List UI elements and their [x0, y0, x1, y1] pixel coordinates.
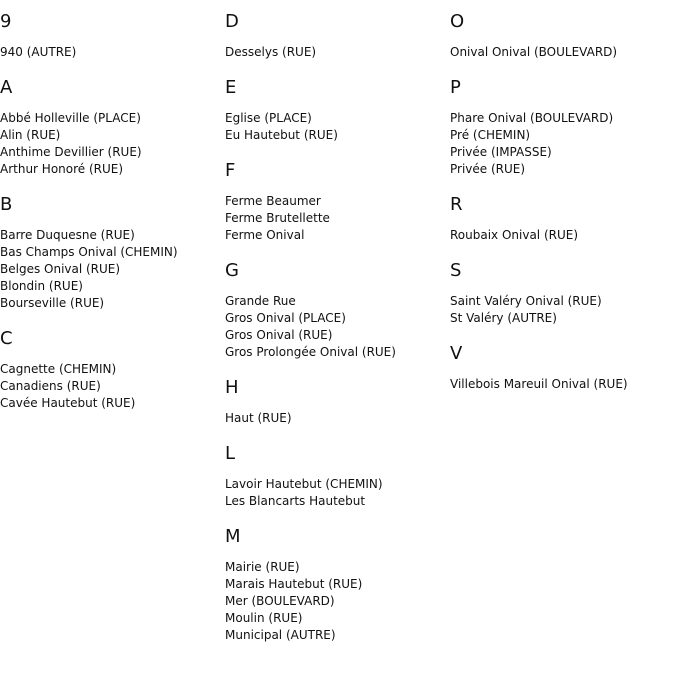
- letter-group: [0, 78, 220, 178]
- street-item: [450, 376, 670, 393]
- letter-heading: M: [225, 526, 241, 547]
- street-link[interactable]: Cavée Hautebut (RUE): [0, 396, 136, 410]
- street-item: [450, 227, 670, 244]
- street-item: [0, 395, 220, 412]
- street-list: [225, 476, 445, 510]
- street-link[interactable]: Canadiens (RUE): [0, 379, 101, 393]
- street-link[interactable]: Blondin (RUE): [0, 279, 83, 293]
- street-link[interactable]: Ferme Beaumer: [225, 194, 321, 208]
- street-item: [0, 378, 220, 395]
- street-list: [450, 110, 670, 178]
- street-link[interactable]: Phare Onival (BOULEVARD): [450, 111, 614, 125]
- letter-group: [450, 261, 670, 327]
- street-item: [450, 161, 670, 178]
- street-list: [0, 361, 220, 412]
- street-link[interactable]: Gros Onival (RUE): [225, 328, 333, 342]
- street-link[interactable]: Mer (BOULEVARD): [225, 594, 335, 608]
- street-link[interactable]: Lavoir Hautebut (CHEMIN): [225, 477, 383, 491]
- street-link[interactable]: Privée (IMPASSE): [450, 145, 552, 159]
- letter-heading: V: [450, 343, 463, 364]
- street-item: [0, 361, 220, 378]
- letter-group: [0, 12, 220, 61]
- street-item: [225, 293, 445, 310]
- street-list: [450, 376, 670, 393]
- street-item: [225, 493, 445, 510]
- street-link[interactable]: Arthur Honoré (RUE): [0, 162, 124, 176]
- letter-heading: F: [225, 160, 236, 181]
- street-item: [0, 144, 220, 161]
- street-link[interactable]: Onival Onival (BOULEVARD): [450, 45, 618, 59]
- street-link[interactable]: Gros Prolongée Onival (RUE): [225, 345, 396, 359]
- street-list: [225, 193, 445, 244]
- street-link[interactable]: 940 (AUTRE): [0, 45, 77, 59]
- street-item: [0, 295, 220, 312]
- letter-heading: D: [225, 11, 239, 32]
- letter-heading: A: [0, 77, 13, 98]
- letter-heading: O: [450, 11, 465, 32]
- street-list: [450, 44, 670, 61]
- street-column-1: [0, 12, 220, 429]
- street-column-2: [225, 12, 445, 661]
- street-item: [450, 110, 670, 127]
- street-list: [225, 110, 445, 144]
- street-list: [225, 559, 445, 644]
- street-item: [225, 344, 445, 361]
- street-item: [225, 476, 445, 493]
- street-item: [0, 44, 220, 61]
- street-link[interactable]: Cagnette (CHEMIN): [0, 362, 117, 376]
- street-link[interactable]: Les Blancarts Hautebut: [225, 494, 366, 508]
- letter-heading: G: [225, 260, 239, 281]
- street-item: [450, 44, 670, 61]
- street-item: [0, 261, 220, 278]
- letter-group: [0, 195, 220, 312]
- street-item: [225, 110, 445, 127]
- street-item: [0, 161, 220, 178]
- street-link[interactable]: Roubaix Onival (RUE): [450, 228, 579, 242]
- street-list: [0, 44, 220, 61]
- street-link[interactable]: Grande Rue: [225, 294, 296, 308]
- letter-heading: E: [225, 77, 237, 98]
- street-item: [225, 44, 445, 61]
- street-item: [225, 610, 445, 627]
- letter-heading: 9: [0, 11, 12, 32]
- letter-heading: S: [450, 260, 462, 281]
- street-list: [225, 410, 445, 427]
- street-item: [0, 110, 220, 127]
- letter-heading: H: [225, 377, 239, 398]
- street-column-3: [450, 12, 670, 410]
- street-link[interactable]: Barre Duquesne (RUE): [0, 228, 135, 242]
- street-link[interactable]: Marais Hautebut (RUE): [225, 577, 363, 591]
- street-item: [450, 293, 670, 310]
- street-item: [225, 310, 445, 327]
- street-list: [450, 293, 670, 327]
- street-item: [450, 310, 670, 327]
- letter-group: [450, 344, 670, 393]
- letter-group: [225, 12, 445, 61]
- letter-group: [225, 527, 445, 644]
- street-item: [0, 127, 220, 144]
- street-item: [450, 144, 670, 161]
- street-list: [225, 44, 445, 61]
- street-list: [0, 227, 220, 312]
- letter-group: [450, 78, 670, 178]
- street-item: [0, 278, 220, 295]
- street-link[interactable]: Gros Onival (PLACE): [225, 311, 346, 325]
- street-link[interactable]: Ferme Brutellette: [225, 211, 330, 225]
- street-item: [450, 127, 670, 144]
- street-item: [225, 576, 445, 593]
- street-list: [225, 293, 445, 361]
- letter-heading: L: [225, 443, 236, 464]
- street-link[interactable]: Saint Valéry Onival (RUE): [450, 294, 602, 308]
- letter-heading: C: [0, 328, 13, 349]
- letter-heading: B: [0, 194, 13, 215]
- street-list: [450, 227, 670, 244]
- street-link[interactable]: Privée (RUE): [450, 162, 526, 176]
- street-item: [225, 193, 445, 210]
- street-link[interactable]: Haut (RUE): [225, 411, 292, 425]
- street-item: [225, 410, 445, 427]
- street-item: [225, 327, 445, 344]
- street-item: [0, 227, 220, 244]
- street-link[interactable]: Pré (CHEMIN): [450, 128, 531, 142]
- street-link[interactable]: Eu Hautebut (RUE): [225, 128, 338, 142]
- letter-group: [0, 329, 220, 412]
- street-link[interactable]: Bas Champs Onival (CHEMIN): [0, 245, 178, 259]
- letter-heading: R: [450, 194, 463, 215]
- street-item: [225, 559, 445, 576]
- letter-group: [225, 161, 445, 244]
- street-link[interactable]: Alin (RUE): [0, 128, 61, 142]
- street-list: [0, 110, 220, 178]
- street-item: [225, 127, 445, 144]
- street-link[interactable]: Bourseville (RUE): [0, 296, 105, 310]
- street-link[interactable]: St Valéry (AUTRE): [450, 311, 557, 325]
- street-link[interactable]: Anthime Devillier (RUE): [0, 145, 142, 159]
- street-link[interactable]: Belges Onival (RUE): [0, 262, 121, 276]
- street-link[interactable]: Ferme Onival: [225, 228, 305, 242]
- street-link[interactable]: Eglise (PLACE): [225, 111, 312, 125]
- street-link[interactable]: Municipal (AUTRE): [225, 628, 336, 642]
- letter-group: [225, 78, 445, 144]
- letter-group: [225, 261, 445, 361]
- street-item: [225, 593, 445, 610]
- street-link[interactable]: Moulin (RUE): [225, 611, 303, 625]
- street-link[interactable]: Desselys (RUE): [225, 45, 317, 59]
- street-link[interactable]: Mairie (RUE): [225, 560, 300, 574]
- letter-group: [225, 444, 445, 510]
- letter-group: [225, 378, 445, 427]
- street-link[interactable]: Villebois Mareuil Onival (RUE): [450, 377, 628, 391]
- street-item: [225, 627, 445, 644]
- letter-group: [450, 195, 670, 244]
- letter-heading: P: [450, 77, 461, 98]
- street-item: [0, 244, 220, 261]
- street-link[interactable]: Abbé Holleville (PLACE): [0, 111, 141, 125]
- letter-group: [450, 12, 670, 61]
- street-item: [225, 210, 445, 227]
- street-item: [225, 227, 445, 244]
